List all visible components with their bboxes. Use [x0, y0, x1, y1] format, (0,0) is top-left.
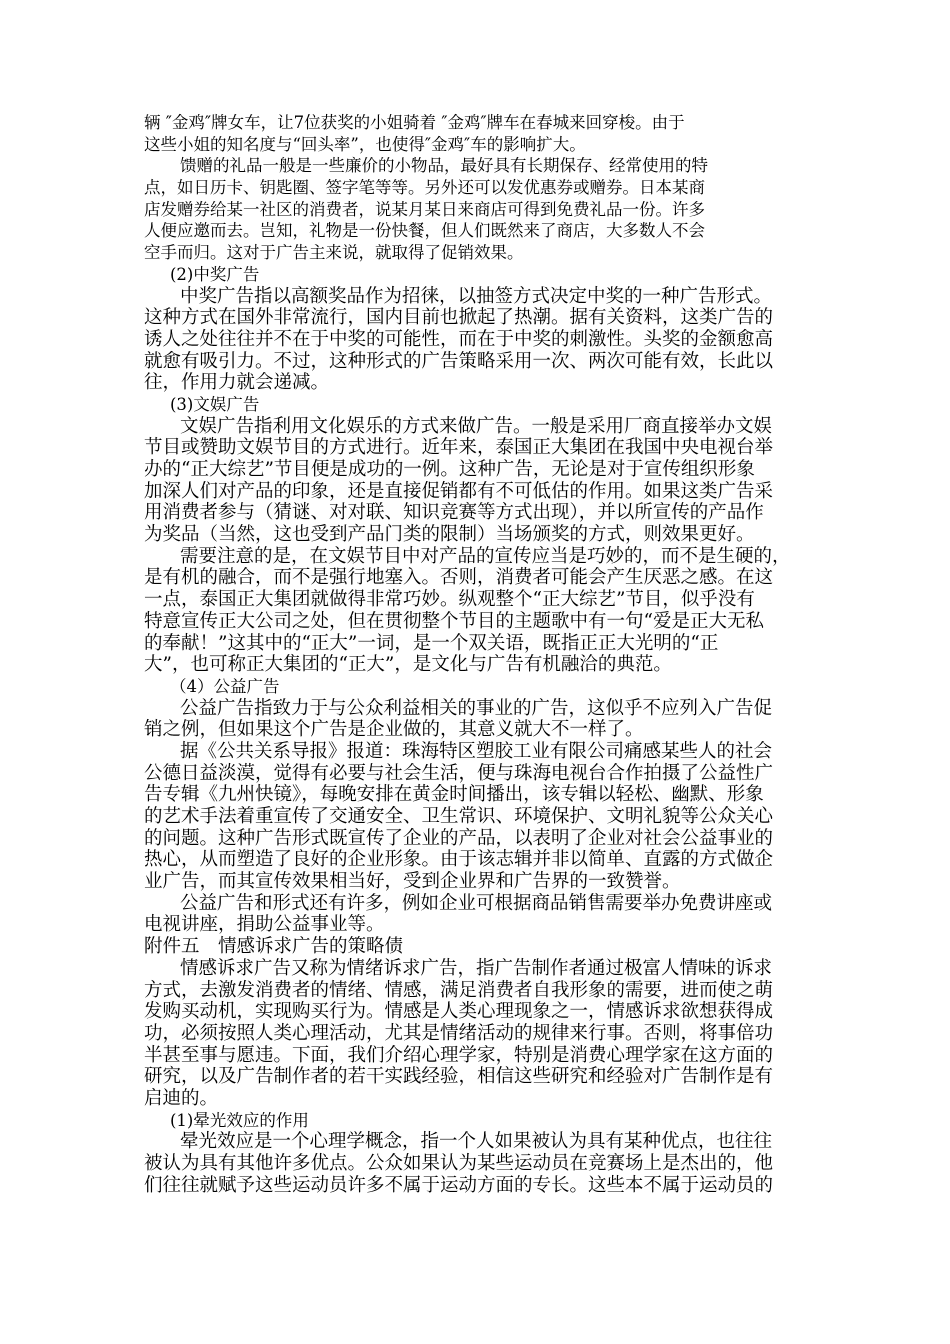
text-line: 被认为具有其他许多优点。公众如果认为某些运动员在竞赛场上是杰出的，他 — [144, 1153, 774, 1174]
text-line: 研究，以及广告制作者的若干实践经验，相信这些研究和经验对广告制作是有 — [144, 1066, 774, 1088]
text-line: 业广告，而其宣传效果相当好，受到企业界和广告界的一致赞誉。 — [144, 871, 681, 893]
text-line: (2)中奖广告 — [170, 264, 260, 284]
text-line: 的艺术手法着重宣传了交通安全、卫生常识、环境保护、文明礼貌等公众关心 — [144, 806, 774, 827]
text-line: (3)文娱广告 — [170, 394, 260, 414]
text-line: 馈赠的礼品一般是一些廉价的小物品，最好具有长期保存、经常使用的特 — [180, 156, 708, 176]
text-line: 往，作用力就会递减。 — [144, 372, 330, 394]
text-line: 热心，从而塑造了良好的企业形象。由于该志辑并非以简单、直露的方式做企 — [144, 849, 774, 871]
text-line: 这些小姐的知名度与“回头率”，也使得″金鸡″车的影响扩大。 — [144, 134, 586, 154]
text-line: 这种方式在国外非常流行，国内目前也掀起了热潮。据有关资料，这类广告的 — [144, 307, 774, 329]
text-line: 晕光效应是一个心理学概念，指一个人如果被认为具有某种优点，也往往 — [180, 1131, 773, 1153]
text-line: 文娱广告指利用文化娱乐的方式来做广告。一般是采用厂商直接举办文娱 — [180, 415, 773, 437]
text-line: 中奖广告指以高额奖品作为招徕，以抽签方式决定中奖的一种广告形式。 — [180, 285, 773, 307]
text-line: 店发赠券给某一社区的消费者，说某月某日来商店可得到免费礼品一份。许多 — [144, 199, 705, 219]
text-line: 公益广告指致力于与公众利益相关的事业的广告，这似乎不应列入广告促 — [180, 697, 773, 719]
text-line: 启迪的。 — [144, 1087, 219, 1109]
text-line: 的问题。这种广告形式既宣传了企业的产品，以表明了企业对社会公益事业的 — [144, 827, 774, 849]
text-line: 加深人们对产品的印象，还是直接促销都有不可低估的作用。如果这类广告采 — [144, 480, 774, 502]
text-line: 空手而归。这对于广告主来说，就取得了促销效果。 — [144, 243, 524, 263]
text-line: 就愈有吸引力。不过，这种形式的广告策略采用一次、两次可能有效，长此以 — [144, 350, 774, 372]
text-line: 人便应邀而去。岂知，礼物是一份快餐，但人们既然来了商店，大多数人不会 — [144, 221, 705, 241]
text-line: 附件五 情感诉求广告的策略债 — [144, 936, 404, 958]
text-line: 据《公共关系导报》报道：珠海特区塑胶工业有限公司痛感某些人的社会 — [180, 740, 773, 762]
text-line: 诱人之处往往并不在于中奖的可能性，而在于中奖的刺激性。头奖的金额愈高 — [144, 328, 774, 350]
text-line: 需要注意的是，在文娱节目中对产品的宣传应当是巧妙的，而不是生硬的， — [180, 545, 791, 567]
text-line: （4）公益广告 — [170, 676, 280, 696]
text-line: 办的“正大综艺”节目便是成功的一例。这种广告，无论是对于宣传组织形象 — [144, 459, 755, 480]
text-line: 节目或赞助文娱节目的方式进行。近年来，泰国正大集团在我国中央电视台举 — [144, 437, 774, 459]
text-line: 告专辑《九州快镜》，每晚安排在黄金时间播出，该专辑以轻松、幽默、形象 — [144, 784, 764, 806]
text-line: 辆 ″金鸡″牌女车，让7位获奖的小姐骑着 ″金鸡″牌车在春城来回穿梭。由于 — [144, 113, 685, 132]
text-line: 销之例，但如果这个广告是企业做的，其意义就大不一样了。 — [144, 719, 644, 741]
text-line: 特意宣传正大公司之处，但在贯彻整个节目的主题歌中有一句“爱是正大无私 — [144, 610, 764, 632]
text-line: (1)晕光效应的作用 — [170, 1110, 309, 1130]
text-line: 情感诉求广告又称为情绪诉求广告，指广告制作者通过极富人情味的诉求 — [180, 957, 773, 979]
document-page — [144, 112, 808, 1196]
text-line: 半甚至事与愿违。下面，我们介绍心理学家，特别是消费心理学家在这方面的 — [144, 1044, 774, 1066]
text-line: 用消费者参与（猜谜、对对联、知识竞赛等方式出现），并以所宣传的产品作 — [144, 502, 764, 524]
text-line: 功，必须按照人类心理活动，尤其是情绪活动的规律来行事。否则，将事倍功 — [144, 1022, 774, 1044]
text-line: 的奉献！”这其中的“正大”一词，是一个双关语，既指正正大光明的“正 — [144, 632, 719, 654]
text-line: 是有机的融合，而不是强行地塞入。否则，消费者可能会产生厌恶之感。在这 — [144, 567, 774, 589]
text-line: 公益广告和形式还有许多，例如企业可根据商品销售需要举办免费讲座或 — [180, 892, 773, 914]
text-line: 为奖品（当然，这也受到产品门类的限制）当场颁奖的方式，则效果更好。 — [144, 524, 755, 546]
text-line: 发购买动机，实现购买行为。情感是人类心理现象之一，情感诉求欲想获得成 — [144, 1001, 774, 1023]
text-line: 大”，也可称正大集团的“正大”，是文化与广告有机融洽的典范。 — [144, 654, 672, 676]
text-line: 电视讲座，捐助公益事业等。 — [144, 914, 385, 936]
text-line: 方式，去激发消费者的情绪、情感，满足消费者自我形象的需要，进而使之萌 — [144, 979, 774, 1001]
text-line: 公德日益淡漠，觉得有必要与社会生活，便与珠海电视台合作拍摄了公益性广 — [144, 762, 774, 784]
text-line: 们往往就赋予这些运动员许多不属于运动方面的专长。这些本不属于运动员的 — [144, 1174, 774, 1196]
text-line: 点，如日历卡、钥匙圈、签字笔等等。另外还可以发优惠券或赠券。日本某商 — [144, 178, 705, 198]
text-line: 一点，泰国正大集团就做得非常巧妙。纵观整个“正大综艺”节目，似乎没有 — [144, 589, 755, 611]
